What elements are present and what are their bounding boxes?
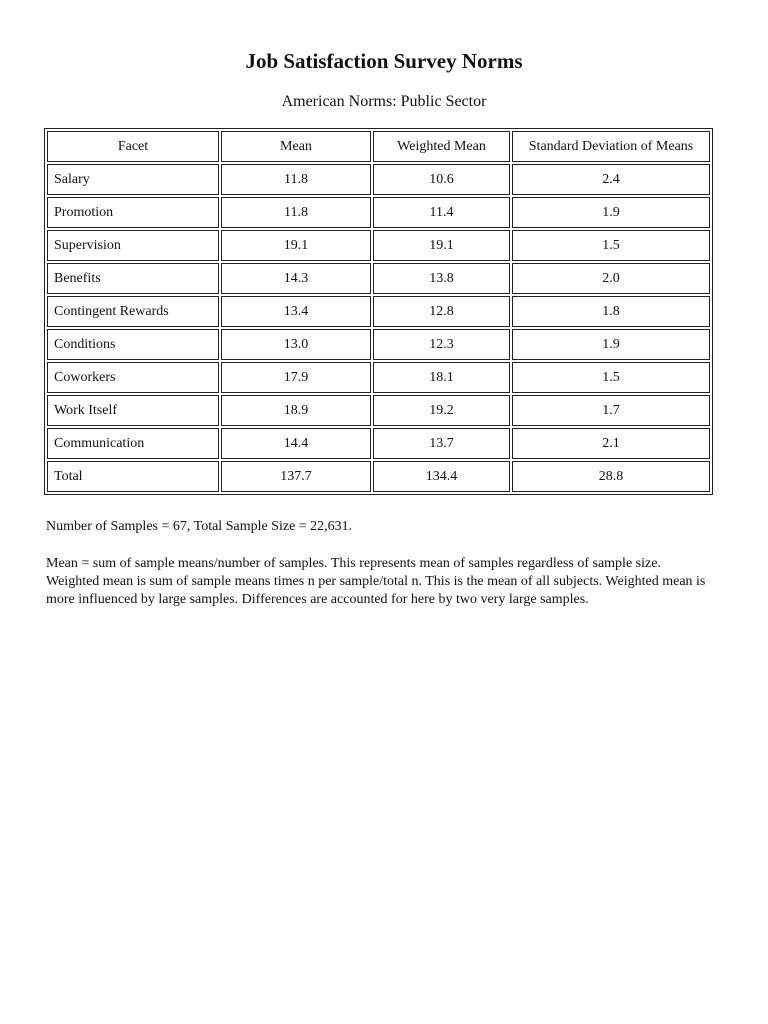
facet-cell: Conditions: [47, 329, 219, 360]
table-header-row: [47, 131, 710, 162]
weighted-mean-cell: 10.6: [373, 164, 510, 195]
std-dev-cell: 1.9: [512, 329, 710, 360]
std-dev-cell: 1.5: [512, 230, 710, 261]
mean-cell: 14.4: [221, 428, 371, 459]
facet-cell: Communication: [47, 428, 219, 459]
facet-cell: Supervision: [47, 230, 219, 261]
weighted-mean-cell: 19.2: [373, 395, 510, 426]
table-row: [47, 296, 710, 327]
table-row: [47, 428, 710, 459]
weighted-mean-cell: 134.4: [373, 461, 510, 492]
table-row: [47, 329, 710, 360]
facet-cell: Coworkers: [47, 362, 219, 393]
table-row: [47, 263, 710, 294]
mean-explanation-note: Mean = sum of sample means/number of samples. This represents mean of samples regardless of sample size. Weighted mean is sum of sample means times n per sample/total n. This is the mean of all subjects. Weighted mean is more influenced by large samples. Differences are accounted for here by two very large samples.: [46, 556, 706, 607]
mean-cell: 11.8: [221, 197, 371, 228]
facet-cell: Promotion: [47, 197, 219, 228]
table-row: [47, 230, 710, 261]
facet-cell: Salary: [47, 164, 219, 195]
facet-cell: Contingent Rewards: [47, 296, 219, 327]
mean-cell: 17.9: [221, 362, 371, 393]
page-title: Job Satisfaction Survey Norms: [245, 49, 523, 73]
weighted-mean-cell: 12.8: [373, 296, 510, 327]
mean-cell: 13.4: [221, 296, 371, 327]
weighted-mean-cell: 11.4: [373, 197, 510, 228]
table-row: [47, 395, 710, 426]
mean-cell: 18.9: [221, 395, 371, 426]
weighted-mean-cell: 13.8: [373, 263, 510, 294]
mean-cell: 19.1: [221, 230, 371, 261]
facet-cell: Work Itself: [47, 395, 219, 426]
column-header-weighted-mean: Weighted Mean: [373, 131, 510, 162]
weighted-mean-cell: 12.3: [373, 329, 510, 360]
facet-cell: Total: [47, 461, 219, 492]
page-subtitle: American Norms: Public Sector: [281, 93, 487, 110]
table-row-total: [47, 461, 710, 492]
table-row: [47, 197, 710, 228]
table-row: [47, 164, 710, 195]
column-header-facet: Facet: [47, 131, 219, 162]
weighted-mean-cell: 19.1: [373, 230, 510, 261]
table-row: [47, 362, 710, 393]
weighted-mean-cell: 18.1: [373, 362, 510, 393]
std-dev-cell: 1.9: [512, 197, 710, 228]
mean-cell: 14.3: [221, 263, 371, 294]
std-dev-cell: 2.1: [512, 428, 710, 459]
std-dev-cell: 1.5: [512, 362, 710, 393]
weighted-mean-cell: 13.7: [373, 428, 510, 459]
mean-cell: 11.8: [221, 164, 371, 195]
std-dev-cell: 1.7: [512, 395, 710, 426]
column-header-mean: Mean: [221, 131, 371, 162]
mean-cell: 137.7: [221, 461, 371, 492]
norms-table: [44, 128, 713, 495]
std-dev-cell: 1.8: [512, 296, 710, 327]
std-dev-cell: 28.8: [512, 461, 710, 492]
facet-cell: Benefits: [47, 263, 219, 294]
column-header-std-dev: Standard Deviation of Means: [512, 131, 710, 162]
std-dev-cell: 2.0: [512, 263, 710, 294]
std-dev-cell: 2.4: [512, 164, 710, 195]
mean-cell: 13.0: [221, 329, 371, 360]
sample-summary-note: Number of Samples = 67, Total Sample Size = 22,631.: [46, 519, 353, 534]
